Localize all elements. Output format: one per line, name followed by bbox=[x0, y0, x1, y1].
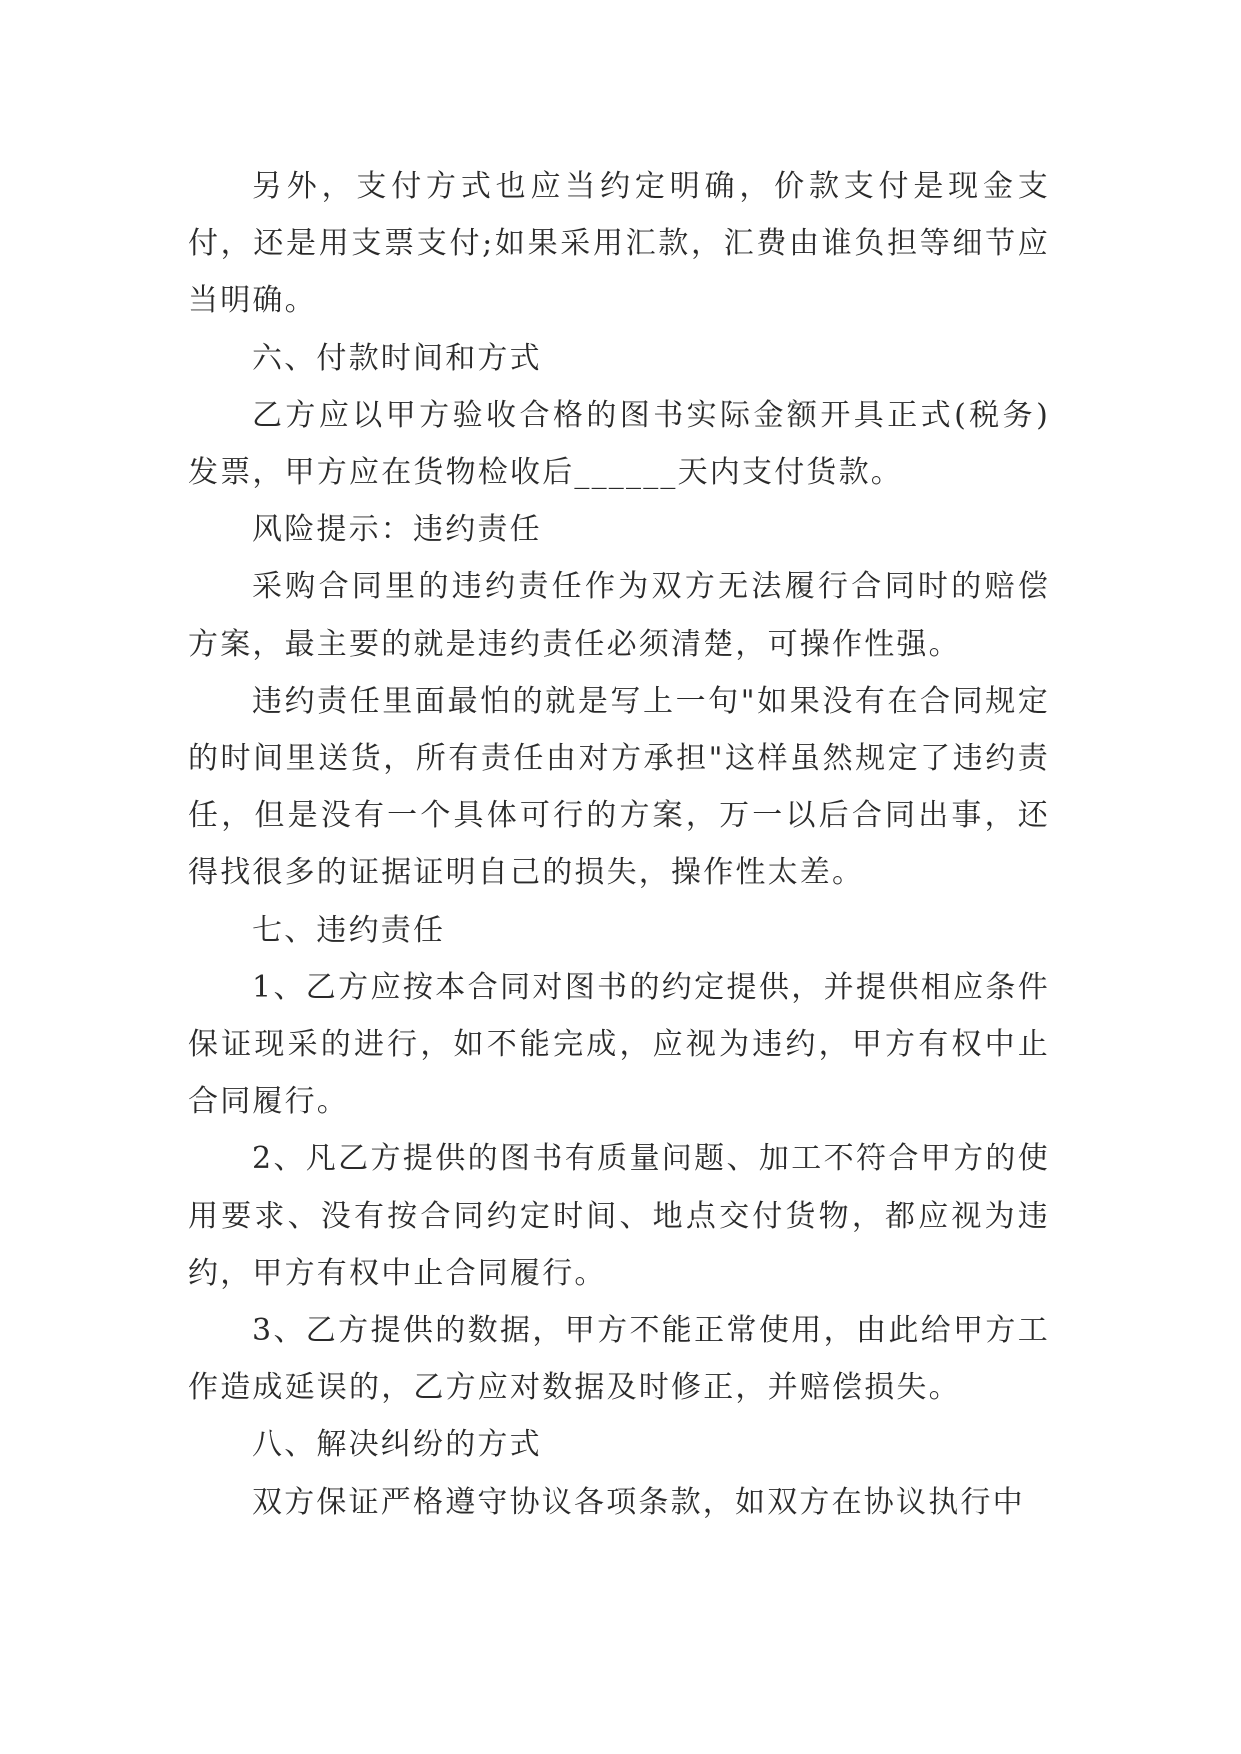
clause-1: 1、乙方应按本合同对图书的约定提供，并提供相应条件保证现采的进行，如不能完成，应视为违约，甲方有权中止合同履行。 bbox=[188, 969, 1050, 1120]
heading-liability-for-breach: 七、违约责任 bbox=[252, 912, 446, 948]
heading-risk-tip: 风险提示：违约责任 bbox=[252, 512, 542, 548]
paragraph-invoice: 乙方应以甲方验收合格的图书实际金额开具正式(税务)发票，甲方应在货物检收后______天内支付货款。 bbox=[188, 397, 1050, 491]
paragraph-dispute-intro: 双方保证严格遵守协议各项条款，如双方在协议执行中 bbox=[252, 1484, 1025, 1520]
heading-payment-time-and-method: 六、付款时间和方式 bbox=[252, 340, 542, 376]
heading-dispute-resolution: 八、解决纠纷的方式 bbox=[252, 1427, 542, 1463]
document-body bbox=[188, 158, 1050, 1531]
paragraph-breach-example: 违约责任里面最怕的就是写上一句"如果没有在合同规定的时间里送货，所有责任由对方承担"这样虽然规定了违约责任，但是没有一个具体可行的方案，万一以后合同出事，还得找很多的证据证明自己的损失，操作性太差。 bbox=[188, 683, 1050, 891]
paragraph-payment-method: 另外，支付方式也应当约定明确，价款支付是现金支付，还是用支票支付;如果采用汇款，汇费由谁负担等细节应当明确。 bbox=[188, 169, 1050, 319]
paragraph-breach-plan: 采购合同里的违约责任作为双方无法履行合同时的赔偿方案，最主要的就是违约责任必须清楚，可操作性强。 bbox=[188, 569, 1050, 662]
clause-2: 2、凡乙方提供的图书有质量问题、加工不符合甲方的使用要求、没有按合同约定时间、地点交付货物，都应视为违约，甲方有权中止合同履行。 bbox=[188, 1141, 1050, 1291]
clause-3: 3、乙方提供的数据，甲方不能正常使用，由此给甲方工作造成延误的，乙方应对数据及时修正，并赔偿损失。 bbox=[188, 1313, 1050, 1406]
